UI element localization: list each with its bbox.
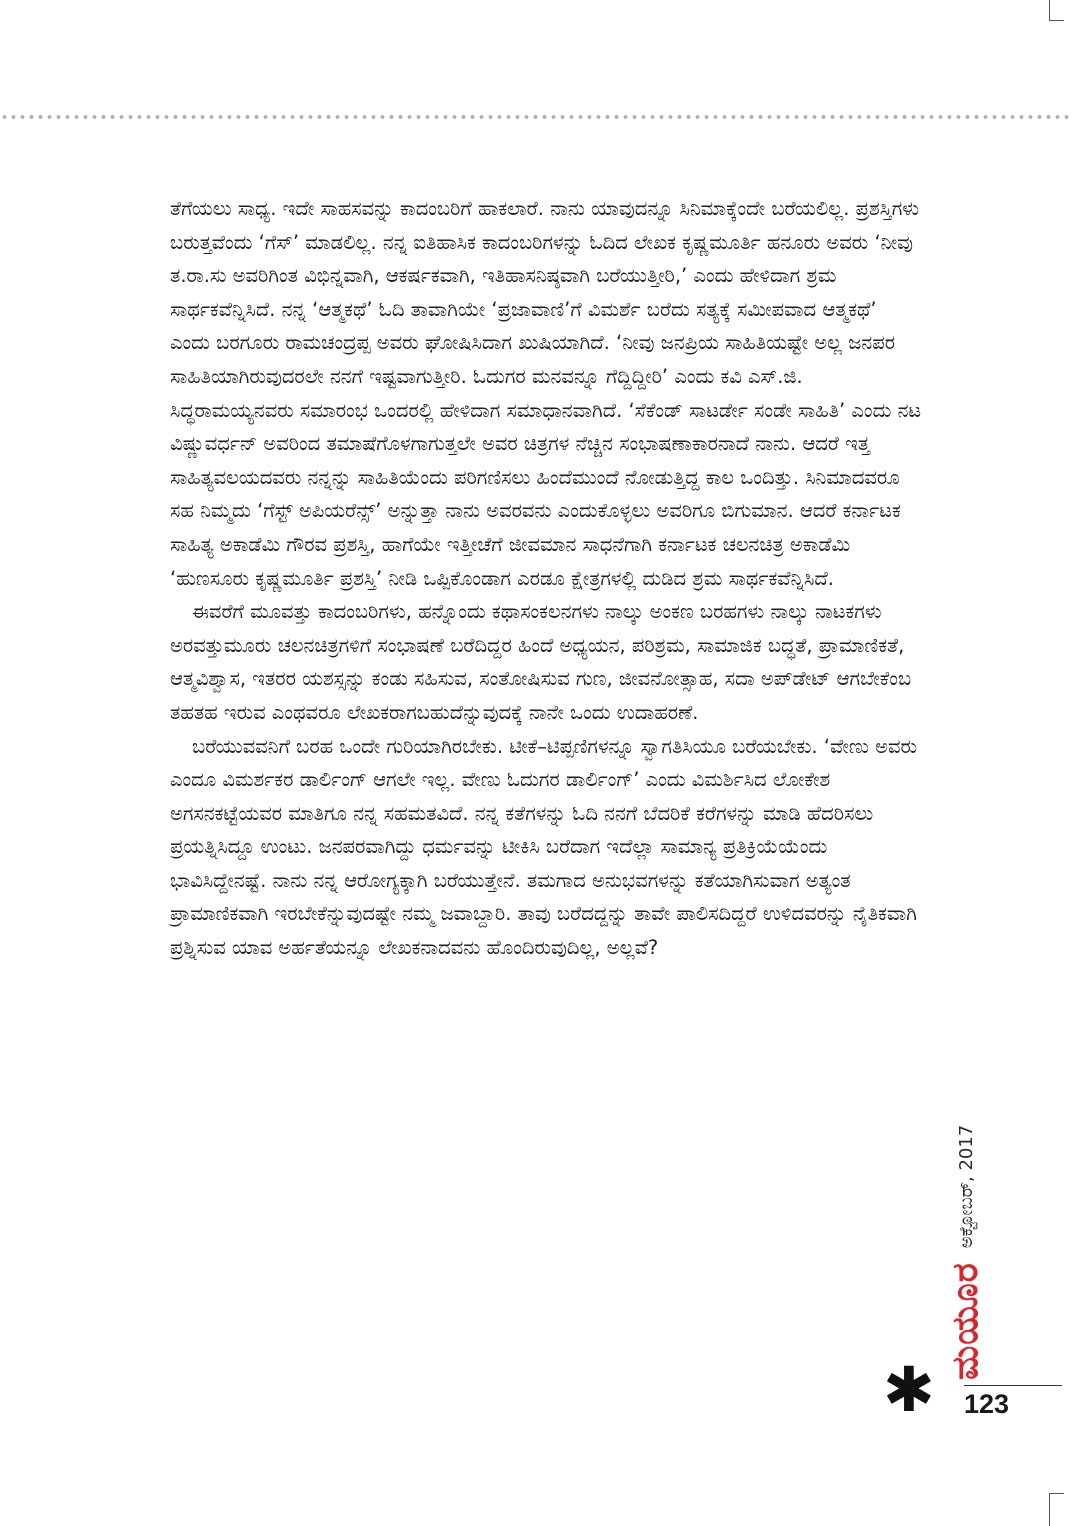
issue-date: ಅಕ್ಟೋಬರ್, 2017 xyxy=(955,1124,977,1249)
dotted-separator xyxy=(0,114,1072,120)
end-mark-asterisk-icon: ✱ xyxy=(883,1353,935,1426)
paragraph-1: ತೆಗೆಯಲು ಸಾಧ್ಯ. ಇದೇ ಸಾಹಸವನ್ನು ಕಾದಂಬರಿಗೆ ಹಾಕಲಾರೆ. ನಾನು ಯಾವುದನ್ನೂ ಸಿನಿಮಾಕ್ಕೆಂದೇ ಬರೆಯಲಿಲ್ಲ. ಪ್ರಶಸ್ತಿಗಳು ಬರುತ್ತವೆಂದು ‘ಗೆಸ್’ ಮಾಡಲಿಲ್ಲ. ನನ್ನ ಐತಿಹಾಸಿಕ ಕಾದಂಬರಿಗಳನ್ನು ಓದಿದ ಲೇಖಕ ಕೃಷ್ಣಮೂರ್ತಿ ಹನೂರು ಅವರು ‘ನೀವು ತ.ರಾ.ಸು ಅವರಿಗಿಂತ ವಿಭಿನ್ನವಾಗಿ, ಆಕರ್ಷಕವಾಗಿ, ಇತಿಹಾಸನಿಷ್ಠವಾಗಿ ಬರೆಯುತ್ತೀರಿ,’ ಎಂದು ಹೇಳಿದಾಗ ಶ್ರಮ ಸಾರ್ಥಕವೆನ್ನಿಸಿದೆ. ನನ್ನ ‘ಆತ್ಮಕಥೆ’ ಓದಿ ತಾವಾಗಿಯೇ ‘ಪ್ರಜಾವಾಣಿ’ಗೆ ವಿಮರ್ಶೆ ಬರೆದು ಸತ್ಯಕ್ಕೆ ಸಮೀಪವಾದ ಆತ್ಮಕಥೆ’ ಎಂದು ಬರಗೂರು ರಾಮಚಂದ್ರಪ್ಪ ಅವರು ಘೋಷಿಸಿದಾಗ ಖುಷಿಯಾಗಿದೆ. ‘ನೀವು ಜನಪ್ರಿಯ ಸಾಹಿತಿಯಷ್ಟೇ ಅಲ್ಲ ಜನಪರ ಸಾಹಿತಿಯಾಗಿರುವುದರಲೇ ನನಗೆ ಇಷ್ಟವಾಗುತ್ತೀರಿ. ಓದುಗರ ಮನವನ್ನೂ ಗೆದ್ದಿದ್ದೀರಿ’ ಎಂದು ಕವಿ ಎಸ್.ಜಿ. ಸಿದ್ಧರಾಮಯ್ಯನವರು ಸಮಾರಂಭ ಒಂದರಲ್ಲಿ ಹೇಳಿದಾಗ ಸಮಾಧಾನವಾಗಿದೆ. ‘ಸೆಕೆಂಡ್ ಸಾಟರ್ಡೇ ಸಂಡೇ ಸಾಹಿತಿ’ ಎಂದು ನಟ ವಿಷ್ಣುವರ್ಧನ್ ಅವರಿಂದ ತಮಾಷೆಗೊಳಗಾಗುತ್ತಲೇ ಅವರ ಚಿತ್ರಗಳ ನೆಚ್ಚಿನ ಸಂಭಾಷಣಾಕಾರನಾದೆ ನಾನು. ಆದರೆ ಇತ್ತ ಸಾಹಿತ್ಯವಲಯದವರು ನನ್ನನ್ನು ಸಾಹಿತಿಯೆಂದು ಪರಿಗಣಿಸಲು ಹಿಂದೆಮುಂದೆ ನೋಡುತ್ತಿದ್ದ ಕಾಲ ಒಂದಿತ್ತು. ಸಿನಿಮಾದವರೂ ಸಹ ನಿಮ್ಮದು ‘ಗೆಸ್ಟ್ ಅಪಿಯರೆನ್ಸ್’ ಅನ್ನುತ್ತಾ ನಾನು ಅವರವನು ಎಂದುಕೊಳ್ಳಲು ಅವರಿಗೂ ಬಿಗುಮಾನ. ಆದರೆ ಕರ್ನಾಟಕ ಸಾಹಿತ್ಯ ಅಕಾಡೆಮಿ ಗೌರವ ಪ್ರಶಸ್ತಿ, ಹಾಗೆಯೇ ಇತ್ತೀಚೆಗೆ ಜೀವಮಾನ ಸಾಧನೆಗಾಗಿ ಕರ್ನಾಟಕ ಚಲನಚಿತ್ರ ಅಕಾಡೆಮಿ ‘ಹುಣಸೂರು ಕೃಷ್ಣಮೂರ್ತಿ ಪ್ರಶಸ್ತಿ’ ನೀಡಿ ಒಪ್ಪಿಕೊಂಡಾಗ ಎರಡೂ ಕ್ಷೇತ್ರಗಳಲ್ಲಿ ದುಡಿದ ಶ್ರಮ ಸಾರ್ಥಕವೆನ್ನಿಸಿದೆ. xyxy=(170,197,922,590)
crop-mark-bottom-right xyxy=(1049,1493,1064,1526)
page-number: 123 xyxy=(964,1389,1010,1419)
paragraph-2: ಈವರೆಗೆ ಮೂವತ್ತು ಕಾದಂಬರಿಗಳು, ಹನ್ನೊಂದು ಕಥಾಸಂಕಲನಗಳು ನಾಲ್ಕು ಅಂಕಣ ಬರಹಗಳು ನಾಲ್ಕು ನಾಟಕಗಳು ಅರವತ್ತುಮೂರು ಚಲನಚಿತ್ರಗಳಿಗೆ ಸಂಭಾಷಣೆ ಬರೆದಿದ್ದರ ಹಿಂದೆ ಅಧ್ಯಯನ, ಪರಿಶ್ರಮ, ಸಾಮಾಜಿಕ ಬದ್ಧತೆ, ಪ್ರಾಮಾಣಿಕತೆ, ಆತ್ಮವಿಶ್ವಾಸ, ಇತರರ ಯಶಸ್ಸನ್ನು ಕಂಡು ಸಹಿಸುವ, ಸಂತೋಷಿಸುವ ಗುಣ, ಜೀವನೋತ್ಸಾಹ, ಸದಾ ಅಪ್‌ಡೇಟ್ ಆಗಬೇಕೆಂಬ ತಹತಹ ಇರುವ ಎಂಥವರೂ ಲೇಖಕರಾಗಬಹುದೆನ್ನುವುದಕ್ಕೆ ನಾನೇ ಒಂದು ಉದಾಹರಣೆ. xyxy=(170,600,912,724)
crop-mark-top-right xyxy=(1049,0,1064,21)
paragraph-3: ಬರೆಯುವವನಿಗೆ ಬರಹ ಒಂದೇ ಗುರಿಯಾಗಿರಬೇಕು. ಟೀಕೆ–ಟಿಪ್ಪಣಿಗಳನ್ನೂ ಸ್ವಾಗತಿಸಿಯೂ ಬರೆಯಬೇಕು. ‘ವೇಣು ಅವರು ಎಂದೂ ವಿಮರ್ಶಕರ ಡಾರ್ಲಿಂಗ್ ಆಗಲೇ ಇಲ್ಲ. ವೇಣು ಓದುಗರ ಡಾರ್ಲಿಂಗ್’ ಎಂದು ವಿಮರ್ಶಿಸಿದ ಲೋಕೇಶ ಅಗಸನಕಟ್ಟೆಯವರ ಮಾತಿಗೂ ನನ್ನ ಸಹಮತವಿದೆ. ನನ್ನ ಕತೆಗಳನ್ನು ಓದಿ ನನಗೆ ಬೆದರಿಕೆ ಕರೆಗಳನ್ನು ಮಾಡಿ ಹೆದರಿಸಲು ಪ್ರಯತ್ನಿಸಿದ್ದೂ ಉಂಟು. ಜನಪರವಾಗಿದ್ದು ಧರ್ಮವನ್ನು ಟೀಕಿಸಿ ಬರೆದಾಗ ಇದೆಲ್ಲಾ ಸಾಮಾನ್ಯ ಪ್ರತಿಕ್ರಿಯೆಯೆಂದು ಭಾವಿಸಿದ್ದೇನಷ್ಟೆ. ನಾನು ನನ್ನ ಆರೋಗ್ಯಕ್ಕಾಗಿ ಬರೆಯುತ್ತೇನೆ. ತಮಗಾದ ಅನುಭವಗಳನ್ನು ಕತೆಯಾಗಿಸುವಾಗ ಅತ್ಯಂತ ಪ್ರಾಮಾಣಿಕವಾಗಿ ಇರಬೇಕೆನ್ನುವುದಷ್ಟೇ ನಮ್ಮ ಜವಾಬ್ದಾರಿ. ತಾವು ಬರೆದದ್ದನ್ನು ತಾವೇ ಪಾಲಿಸದಿದ್ದರೆ ಉಳಿದವರನ್ನು ನೈತಿಕವಾಗಿ ಪ್ರಶ್ನಿಸುವ ಯಾವ ಅರ್ಹತೆಯನ್ನೂ ಲೇಖಕನಾದವನು ಹೊಂದಿರುವುದಿಲ್ಲ, ಅಲ್ಲವೆ? xyxy=(170,734,918,960)
magazine-sidebar xyxy=(946,1060,986,1380)
article-body xyxy=(170,192,922,965)
magazine-masthead: ಮಯೂರ xyxy=(945,1262,986,1380)
